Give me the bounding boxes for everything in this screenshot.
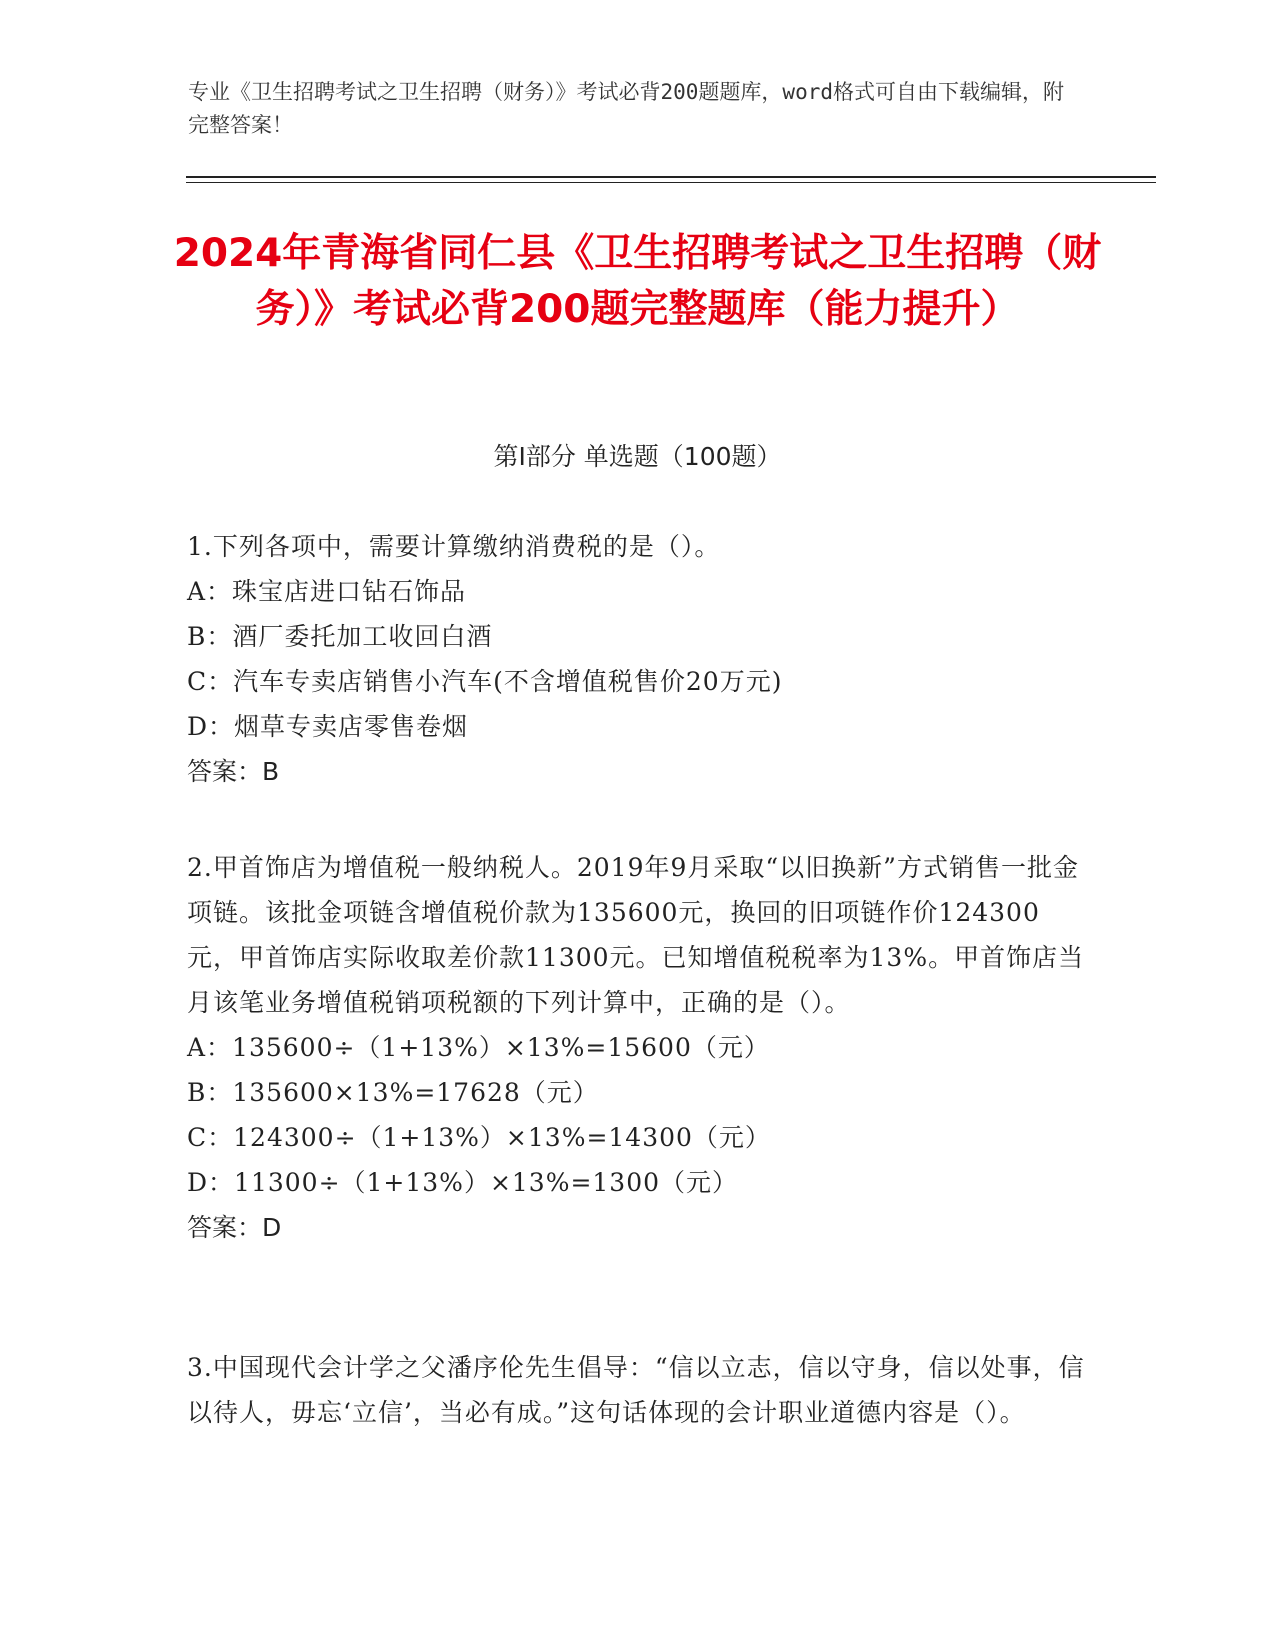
header-divider-thin: [186, 182, 1156, 183]
question-3: [187, 1345, 1087, 1435]
option-d: D：11300÷（1+13%）×13%=1300（元）: [187, 1168, 739, 1197]
document-title: 2024年青海省同仁县《卫生招聘考试之卫生招聘（财务）》考试必背200题完整题库（能力提升）: [173, 231, 1102, 332]
option-b: B：酒厂委托加工收回白酒: [187, 622, 493, 651]
option-a: A：135600÷（1+13%）×13%=15600（元）: [187, 1033, 770, 1062]
answer: 答案：B: [187, 757, 280, 786]
header-divider-thick: [186, 176, 1156, 178]
question-2: [187, 845, 1087, 1250]
option-d: D：烟草专卖店零售卷烟: [187, 712, 469, 741]
option-c: C：124300÷（1+13%）×13%=14300（元）: [187, 1123, 771, 1152]
question-stem: 3.中国现代会计学之父潘序伦先生倡导：“信以立志，信以守身，信以处事，信以待人，毋忘‘立信’，当必有成。”这句话体现的会计职业道德内容是（）。: [187, 1353, 1085, 1427]
option-b: B：135600×13%=17628（元）: [187, 1078, 599, 1107]
question-stem: 1.下列各项中，需要计算缴纳消费税的是（）。: [187, 532, 721, 561]
question-1: [187, 524, 1087, 794]
option-c: C：汽车专卖店销售小汽车(不含增值税售价20万元): [187, 667, 783, 696]
option-a: A：珠宝店进口钻石饰品: [187, 577, 467, 606]
answer: 答案：D: [187, 1213, 282, 1242]
section-heading: 第I部分 单选题（100题）: [493, 442, 782, 471]
header-note: 专业《卫生招聘考试之卫生招聘（财务）》考试必背200题题库，word格式可自由下载编辑，附完整答案！: [188, 80, 1064, 137]
question-stem: 2.甲首饰店为增值税一般纳税人。2019年9月采取“以旧换新”方式销售一批金项链。该批金项链含增值税价款为135600元，换回的旧项链作价124300元，甲首饰店实际收取差价款11300元。已知增值税税率为13%。甲首饰店当月该笔业务增值税销项税额的下列计算中，正确的是（）。: [187, 853, 1085, 1017]
